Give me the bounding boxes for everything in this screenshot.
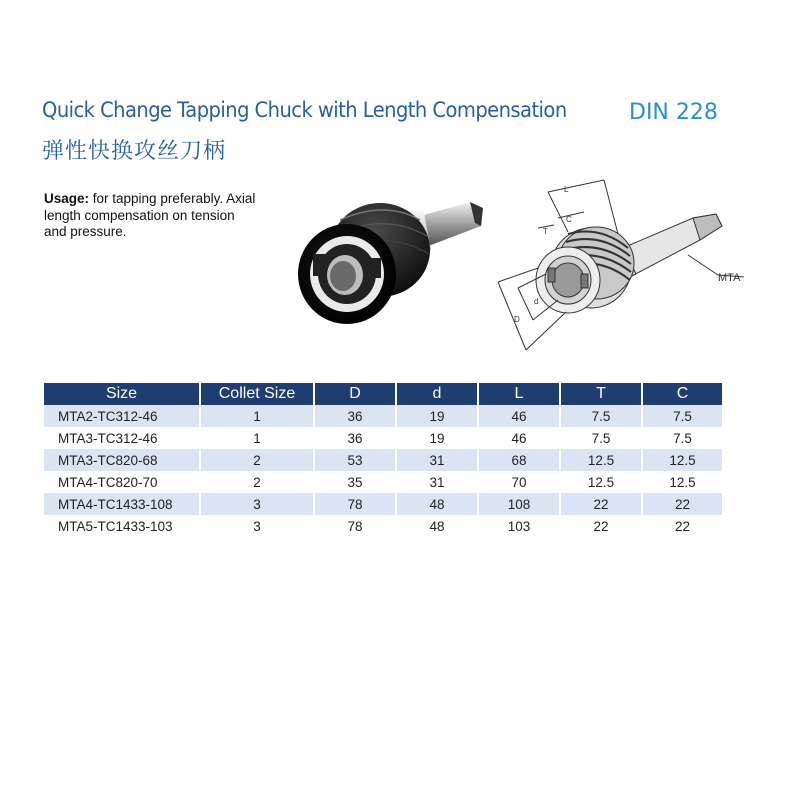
cell-collet-size: 1: [200, 405, 314, 427]
cell-C: 22: [642, 493, 722, 515]
usage-label: Usage:: [44, 191, 90, 206]
table-header-row: [44, 383, 722, 405]
dim-label-C: C: [566, 215, 572, 224]
cell-size: MTA5-TC1433-103: [44, 515, 200, 537]
product-title: Quick Change Tapping Chuck with Length Compensation: [42, 98, 567, 122]
cell-L: 68: [478, 449, 560, 471]
table-row: [44, 515, 722, 537]
cell-C: 7.5: [642, 405, 722, 427]
cell-T: 12.5: [560, 449, 642, 471]
dim-label-D: D: [514, 315, 520, 324]
din-standard-label: DIN 228: [629, 100, 718, 125]
col-header-collet-size: Collet Size: [200, 383, 314, 405]
cell-L: 108: [478, 493, 560, 515]
product-photo: [285, 190, 490, 335]
cell-d: 19: [396, 427, 478, 449]
cell-d: 19: [396, 405, 478, 427]
cell-C: 22: [642, 515, 722, 537]
cell-L: 70: [478, 471, 560, 493]
cell-T: 22: [560, 515, 642, 537]
cell-D: 36: [314, 405, 396, 427]
dim-label-d: d: [534, 297, 539, 306]
table-row: [44, 449, 722, 471]
cell-C: 12.5: [642, 471, 722, 493]
dim-label-MTA: MTA: [718, 272, 741, 284]
cell-collet-size: 3: [200, 493, 314, 515]
cell-D: 78: [314, 515, 396, 537]
cell-d: 31: [396, 449, 478, 471]
cell-T: 7.5: [560, 405, 642, 427]
cell-size: MTA2-TC312-46: [44, 405, 200, 427]
dim-label-T: T: [543, 227, 548, 236]
usage-description: for tapping preferably. Axial length compensation on tension and pressure.: [44, 191, 256, 239]
cell-collet-size: 3: [200, 515, 314, 537]
cell-D: 78: [314, 493, 396, 515]
cell-C: 7.5: [642, 427, 722, 449]
cell-size: MTA3-TC312-46: [44, 427, 200, 449]
table-row: [44, 405, 722, 427]
col-header-C: C: [642, 383, 722, 405]
cell-d: 31: [396, 471, 478, 493]
col-header-D: D: [314, 383, 396, 405]
cell-D: 35: [314, 471, 396, 493]
cell-size: MTA4-TC820-70: [44, 471, 200, 493]
cell-d: 48: [396, 493, 478, 515]
cell-d: 48: [396, 515, 478, 537]
cell-size: MTA4-TC1433-108: [44, 493, 200, 515]
cell-T: 7.5: [560, 427, 642, 449]
technical-drawing: [488, 170, 758, 355]
cell-T: 12.5: [560, 471, 642, 493]
col-header-size: Size: [44, 383, 200, 405]
cell-D: 36: [314, 427, 396, 449]
table-row: [44, 493, 722, 515]
cell-L: 46: [478, 405, 560, 427]
cell-size: MTA3-TC820-68: [44, 449, 200, 471]
spec-table: [44, 383, 722, 537]
product-title-chinese: 弹性快换攻丝刀柄: [42, 139, 227, 164]
cell-L: 46: [478, 427, 560, 449]
col-header-T: T: [560, 383, 642, 405]
col-header-L: L: [478, 383, 560, 405]
table-row: [44, 471, 722, 493]
cell-C: 12.5: [642, 449, 722, 471]
cell-collet-size: 1: [200, 427, 314, 449]
col-header-d: d: [396, 383, 478, 405]
cell-T: 22: [560, 493, 642, 515]
cell-collet-size: 2: [200, 471, 314, 493]
table-row: [44, 427, 722, 449]
dim-label-L: L: [564, 185, 569, 194]
cell-collet-size: 2: [200, 449, 314, 471]
cell-L: 103: [478, 515, 560, 537]
cell-D: 53: [314, 449, 396, 471]
usage-text: [44, 191, 259, 241]
